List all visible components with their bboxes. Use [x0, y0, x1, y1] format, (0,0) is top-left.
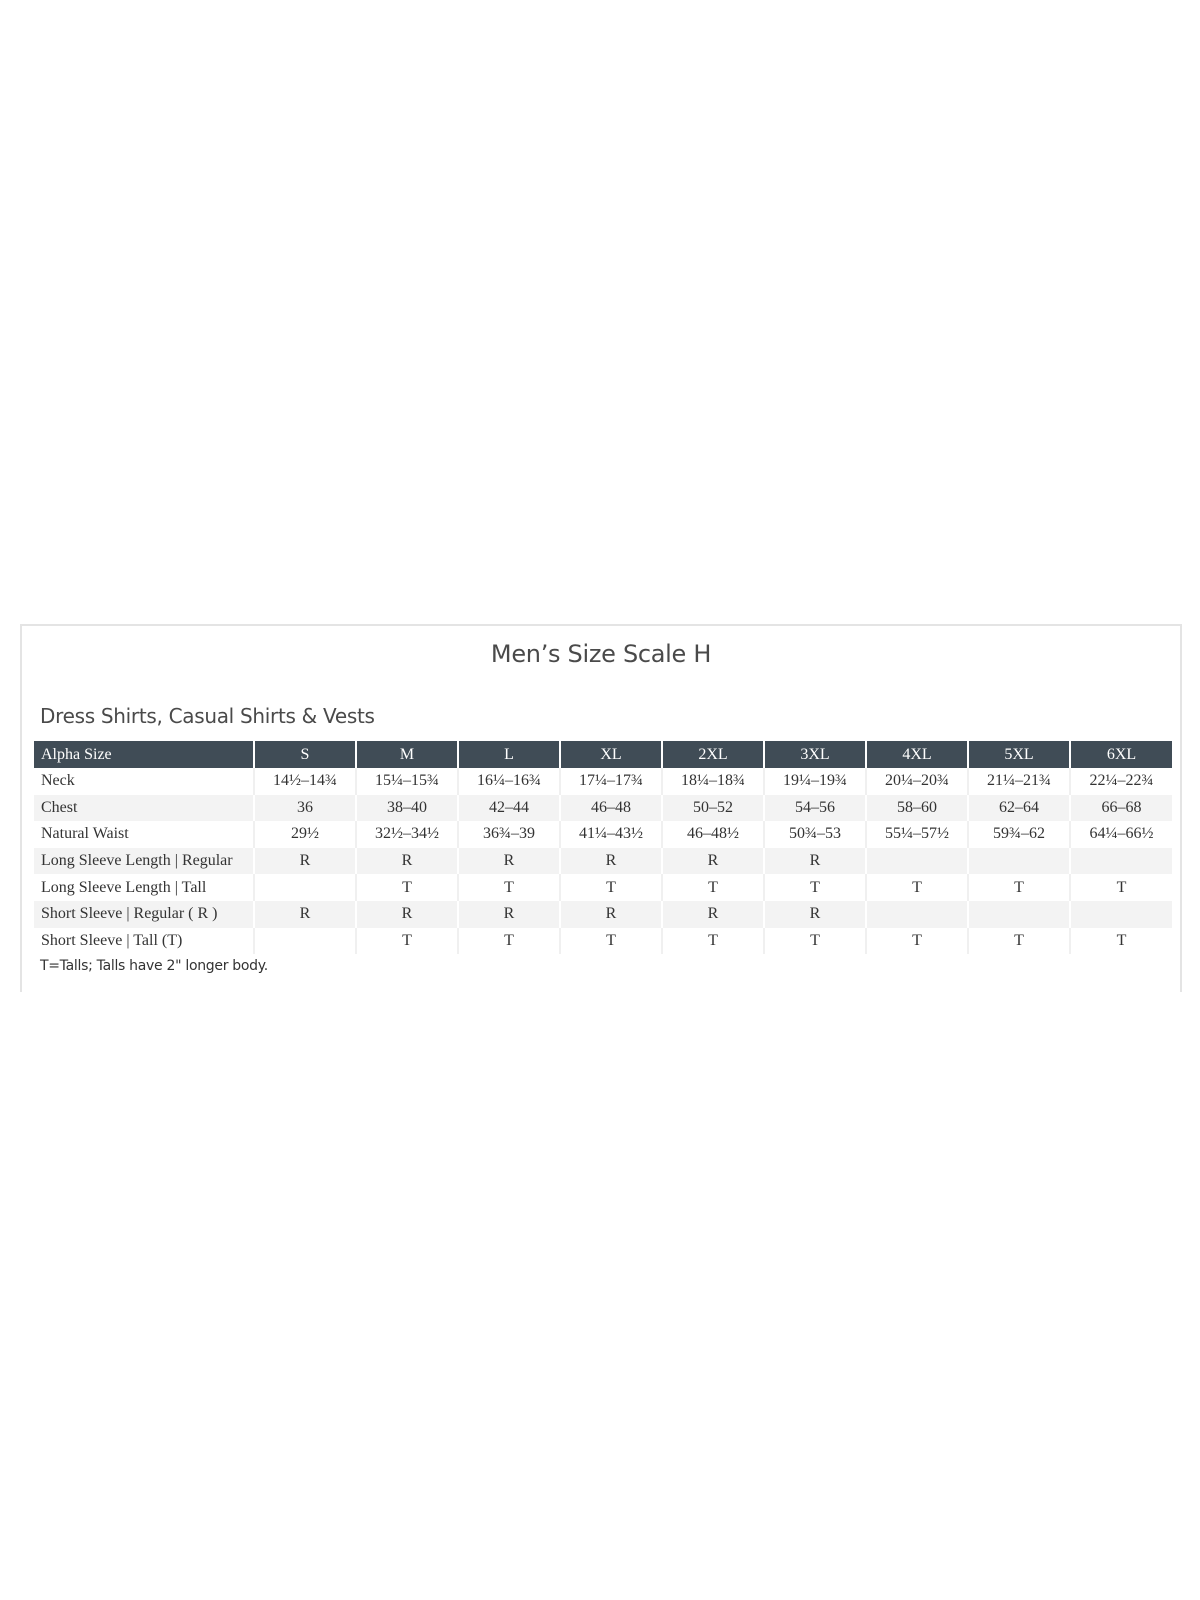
table-cell: 41¼–43½	[560, 821, 662, 848]
table-cell: 18¼–18¾	[662, 768, 764, 795]
table-cell: T	[662, 928, 764, 955]
footnote: T=Talls; Talls have 2" longer body.	[40, 958, 268, 974]
table-cell: 59¾–62	[968, 821, 1070, 848]
table-cell: R	[458, 901, 560, 928]
table-cell: T	[458, 928, 560, 955]
table-cell: 29½	[254, 821, 356, 848]
header-cell: Alpha Size	[34, 741, 254, 768]
table-cell	[968, 901, 1070, 928]
table-cell	[254, 874, 356, 901]
size-table	[34, 741, 1172, 954]
table-cell: T	[356, 874, 458, 901]
table-cell: 58–60	[866, 795, 968, 822]
header-cell: L	[458, 741, 560, 768]
table-row	[34, 874, 1172, 901]
table-cell: T	[764, 928, 866, 955]
table-cell: R	[254, 848, 356, 875]
table-header-row	[34, 741, 1172, 768]
table-cell: T	[662, 874, 764, 901]
table-cell: 50¾–53	[764, 821, 866, 848]
table-cell: 32½–34½	[356, 821, 458, 848]
table-cell: T	[866, 874, 968, 901]
table-cell: 20¼–20¾	[866, 768, 968, 795]
row-label: Natural Waist	[34, 821, 254, 848]
header-cell: XL	[560, 741, 662, 768]
table-cell	[254, 928, 356, 955]
table-cell	[1070, 901, 1172, 928]
table-cell	[968, 848, 1070, 875]
table-row	[34, 821, 1172, 848]
table-cell: 46–48½	[662, 821, 764, 848]
table-cell: R	[560, 901, 662, 928]
table-row	[34, 928, 1172, 955]
table-cell: T	[1070, 928, 1172, 955]
table-cell: R	[764, 848, 866, 875]
header-cell: 4XL	[866, 741, 968, 768]
table-cell: 36¾–39	[458, 821, 560, 848]
header-cell: 3XL	[764, 741, 866, 768]
table-cell: 22¼–22¾	[1070, 768, 1172, 795]
table-cell: R	[254, 901, 356, 928]
header-cell: 6XL	[1070, 741, 1172, 768]
table-cell: 64¼–66½	[1070, 821, 1172, 848]
table-cell: T	[764, 874, 866, 901]
table-cell: T	[560, 928, 662, 955]
table-cell: R	[458, 848, 560, 875]
row-label: Long Sleeve Length | Tall	[34, 874, 254, 901]
table-row	[34, 795, 1172, 822]
table-cell: 42–44	[458, 795, 560, 822]
table-cell: 66–68	[1070, 795, 1172, 822]
table-row	[34, 901, 1172, 928]
table-cell: 55¼–57½	[866, 821, 968, 848]
table-cell: R	[560, 848, 662, 875]
table-cell: T	[560, 874, 662, 901]
row-label: Short Sleeve | Tall (T)	[34, 928, 254, 955]
table-cell: 16¼–16¾	[458, 768, 560, 795]
table-cell: 50–52	[662, 795, 764, 822]
table-row	[34, 768, 1172, 795]
row-label: Neck	[34, 768, 254, 795]
table-cell	[1070, 848, 1172, 875]
table-cell: T	[356, 928, 458, 955]
table-cell: R	[356, 901, 458, 928]
table-cell	[866, 901, 968, 928]
table-cell: T	[458, 874, 560, 901]
row-label: Short Sleeve | Regular ( R )	[34, 901, 254, 928]
header-cell: 5XL	[968, 741, 1070, 768]
table-cell: 19¼–19¾	[764, 768, 866, 795]
chart-subtitle: Dress Shirts, Casual Shirts & Vests	[40, 704, 375, 728]
header-cell: 2XL	[662, 741, 764, 768]
table-cell: 14½–14¾	[254, 768, 356, 795]
table-cell: 17¼–17¾	[560, 768, 662, 795]
table-cell: T	[1070, 874, 1172, 901]
table-cell: 54–56	[764, 795, 866, 822]
header-cell: M	[356, 741, 458, 768]
chart-title: Men’s Size Scale H	[490, 640, 712, 668]
table-cell: T	[866, 928, 968, 955]
table-cell: 21¼–21¾	[968, 768, 1070, 795]
table-cell: R	[662, 901, 764, 928]
table-cell: T	[968, 928, 1070, 955]
table-cell: 62–64	[968, 795, 1070, 822]
table-cell: T	[968, 874, 1070, 901]
size-chart-card	[20, 624, 1182, 992]
table-cell	[866, 848, 968, 875]
table-cell: R	[356, 848, 458, 875]
table-cell: R	[662, 848, 764, 875]
row-label: Chest	[34, 795, 254, 822]
table-row	[34, 848, 1172, 875]
table-cell: 46–48	[560, 795, 662, 822]
table-cell: 36	[254, 795, 356, 822]
table-cell: 15¼–15¾	[356, 768, 458, 795]
row-label: Long Sleeve Length | Regular	[34, 848, 254, 875]
table-cell: R	[764, 901, 866, 928]
header-cell: S	[254, 741, 356, 768]
table-cell: 38–40	[356, 795, 458, 822]
